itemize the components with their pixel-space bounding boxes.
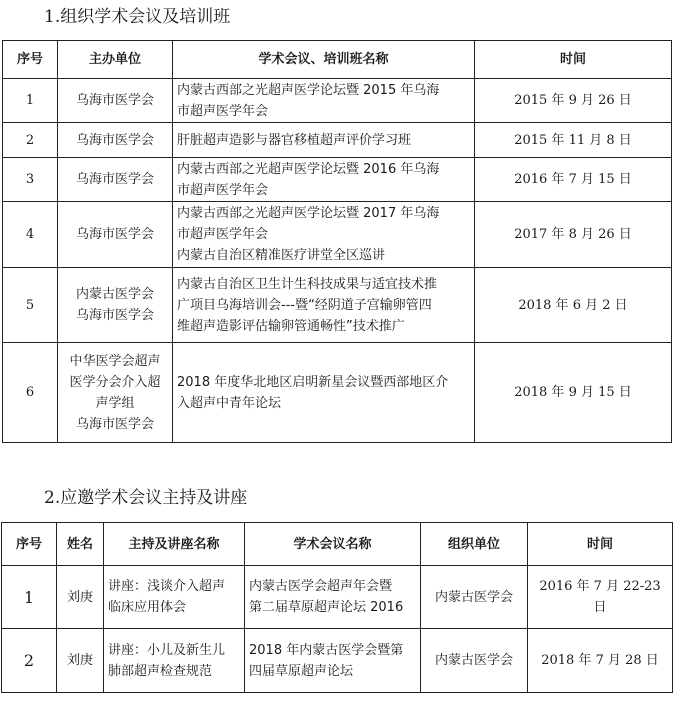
header-organizer: 组织单位 xyxy=(421,523,528,566)
meeting-time-line: 2015 年 9 月 26 日 xyxy=(514,93,632,108)
row-number xyxy=(3,268,58,343)
lecture-time xyxy=(528,629,673,693)
lecture-title xyxy=(104,566,245,629)
meeting-time-line: 2018 年 6 月 2 日 xyxy=(518,297,628,313)
lectures-header-row xyxy=(2,523,673,566)
host-org xyxy=(58,202,173,268)
row-number xyxy=(3,343,58,443)
host-org xyxy=(58,343,173,443)
row-number-line: 4 xyxy=(25,227,35,242)
meeting-name xyxy=(173,343,475,443)
meeting-time-line: 2018 年 9 月 15 日 xyxy=(514,385,632,400)
meeting-name xyxy=(173,268,475,343)
meeting-name xyxy=(173,79,475,123)
row-number-line: 1 xyxy=(25,93,35,108)
lecture-title-line: 临床应用体会 xyxy=(108,600,187,615)
header-host: 主办单位 xyxy=(58,41,173,79)
meeting-name-line: 第二届草原超声论坛 2016 xyxy=(249,600,404,615)
row-number-line: 3 xyxy=(25,172,35,187)
header-no: 序号 xyxy=(2,523,57,566)
row-number-line: 6 xyxy=(25,385,35,400)
row-number xyxy=(3,79,58,123)
meeting-name-line: 广项目乌海培训会---暨“经阴道子宫输卵管四 xyxy=(177,297,432,313)
meeting-name-line: 肝脏超声造影与器官移植超声评价学习班 xyxy=(177,132,412,148)
table-row xyxy=(2,566,673,629)
table-row xyxy=(3,202,672,268)
host-org-line: 中华医学会超声 xyxy=(69,353,161,369)
host-org xyxy=(58,79,173,123)
meeting-name-line: 市超声医学年会 xyxy=(177,182,269,198)
lecture-time-line: 2018 年 7 月 28 日 xyxy=(541,653,659,668)
header-no: 序号 xyxy=(3,41,58,79)
host-org-line: 医学分会介入超 xyxy=(69,374,161,390)
meeting-time xyxy=(475,79,672,123)
meeting-name-line: 维超声造影评估输卵管通畅性”技术推广 xyxy=(177,318,405,334)
lectures-table-body xyxy=(2,566,673,693)
meeting-time-line: 2015 年 11 月 8 日 xyxy=(514,132,632,148)
speaker-name xyxy=(57,566,104,629)
lecture-title-line: 肺部超声检查规范 xyxy=(108,663,213,679)
host-org-line: 乌海市医学会 xyxy=(75,308,154,323)
meeting-name xyxy=(245,629,421,693)
organizer xyxy=(421,629,528,693)
meeting-name-line: 内蒙古自治区精准医疗讲堂全区巡讲 xyxy=(177,248,386,263)
table-row xyxy=(2,629,673,693)
meeting-time xyxy=(475,268,672,343)
row-number-line: 1 xyxy=(23,587,35,607)
host-org-line: 声学组 xyxy=(95,395,135,411)
meeting-name-line: 市超声医学年会 xyxy=(177,103,269,119)
row-number xyxy=(2,629,57,693)
host-org xyxy=(58,268,173,343)
meeting-time xyxy=(475,123,672,158)
meeting-time-line: 2017 年 8 月 26 日 xyxy=(514,227,632,242)
lectures-table xyxy=(1,522,673,693)
meeting-time-line: 2016 年 7 月 15 日 xyxy=(514,172,632,187)
meeting-name xyxy=(173,123,475,158)
host-org-line: 乌海市医学会 xyxy=(75,93,154,108)
row-number xyxy=(3,123,58,158)
organizer-line: 内蒙古医学会 xyxy=(434,589,513,605)
table-row xyxy=(3,123,672,158)
header-time: 时间 xyxy=(475,41,672,79)
meeting-name-line: 内蒙古西部之光超声医学论坛暨 2017 年乌海 xyxy=(177,206,440,221)
meeting-time xyxy=(475,158,672,202)
meeting-name xyxy=(173,158,475,202)
lecture-title-line: 讲座：浅谈介入超声 xyxy=(108,579,226,594)
host-org-line: 乌海市医学会 xyxy=(75,172,154,187)
table-row xyxy=(3,343,672,443)
meeting-name-line: 2018 年内蒙古医学会暨第 xyxy=(249,642,404,658)
header-name: 姓名 xyxy=(57,523,104,566)
meeting-time xyxy=(475,343,672,443)
meetings-header-row xyxy=(3,41,672,79)
lecture-title xyxy=(104,629,245,693)
meeting-name-line: 市超声医学年会 xyxy=(177,227,269,242)
host-org xyxy=(58,123,173,158)
header-meeting: 学术会议名称 xyxy=(245,523,421,566)
host-org-line: 乌海市医学会 xyxy=(75,227,154,242)
table-row xyxy=(3,79,672,123)
section-1-title: 1.组织学术会议及培训班 xyxy=(44,7,231,27)
speaker-name xyxy=(57,629,104,693)
section-2-title: 2.应邀学术会议主持及讲座 xyxy=(44,488,248,508)
lecture-time-line: 2016 年 7 月 22-23 日 xyxy=(539,579,661,615)
row-number-line: 2 xyxy=(23,651,35,670)
meeting-name xyxy=(245,566,421,629)
row-number-line: 5 xyxy=(25,297,35,313)
lecture-title-line: 讲座：小儿及新生儿 xyxy=(108,642,226,658)
meeting-name-line: 入超声中青年论坛 xyxy=(177,395,282,411)
meeting-name-line: 内蒙古西部之光超声医学论坛暨 2015 年乌海 xyxy=(177,82,440,98)
meeting-name-line: 内蒙古自治区卫生计生科技成果与适宜技术推 xyxy=(177,276,438,292)
row-number-line: 2 xyxy=(25,132,35,148)
meeting-name-line: 四届草原超声论坛 xyxy=(249,663,354,679)
host-org-line: 内蒙古医学会 xyxy=(75,287,154,302)
meeting-name-line: 2018 年度华北地区启明新星会议暨西部地区介 xyxy=(177,374,449,390)
meetings-table-body xyxy=(3,79,672,443)
lecture-time xyxy=(528,566,673,629)
row-number xyxy=(3,202,58,268)
speaker-name-line: 刘庚 xyxy=(66,653,93,668)
row-number xyxy=(3,158,58,202)
table-row xyxy=(3,268,672,343)
header-time: 时间 xyxy=(528,523,673,566)
host-org-line: 乌海市医学会 xyxy=(75,416,154,432)
host-org xyxy=(58,158,173,202)
header-meeting-name: 学术会议、培训班名称 xyxy=(173,41,475,79)
meeting-name-line: 内蒙古西部之光超声医学论坛暨 2016 年乌海 xyxy=(177,161,440,177)
meetings-table xyxy=(2,40,672,443)
organizer xyxy=(421,566,528,629)
organizer-line: 内蒙古医学会 xyxy=(434,653,513,668)
table-row xyxy=(3,158,672,202)
meeting-name-line: 内蒙古医学会超声年会暨 xyxy=(249,579,393,594)
host-org-line: 乌海市医学会 xyxy=(75,132,154,148)
speaker-name-line: 刘庚 xyxy=(66,589,93,605)
header-lecture: 主持及讲座名称 xyxy=(104,523,245,566)
meeting-time xyxy=(475,202,672,268)
meeting-name xyxy=(173,202,475,268)
row-number xyxy=(2,566,57,629)
